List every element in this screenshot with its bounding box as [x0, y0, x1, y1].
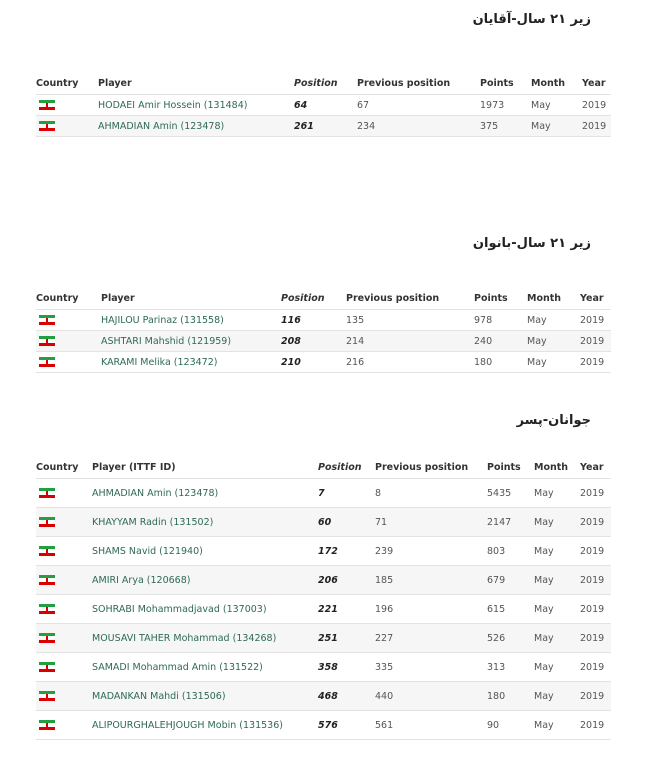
points-cell: 978	[474, 310, 527, 331]
position-cell: 7	[318, 479, 375, 508]
table-row	[36, 711, 611, 740]
year-cell: 2019	[580, 479, 611, 508]
month-cell: May	[531, 95, 582, 116]
section-title-u21-men: زیر ۲۱ سال-آقایان	[472, 12, 591, 27]
player-cell[interactable]: SAMADI Mohammad Amin (131522)	[92, 653, 318, 682]
player-header: Player	[98, 72, 294, 95]
table-row	[36, 116, 611, 137]
player-cell[interactable]: MADANKAN Mahdi (131506)	[92, 682, 318, 711]
year-cell: 2019	[582, 95, 611, 116]
points-cell: 2147	[487, 508, 534, 537]
month-cell: May	[531, 116, 582, 137]
points-cell: 615	[487, 595, 534, 624]
points-cell: 90	[487, 711, 534, 740]
country-cell	[36, 116, 98, 137]
month-cell: May	[534, 595, 580, 624]
month-header: Month	[534, 456, 580, 479]
year-cell: 2019	[580, 310, 611, 331]
year-header: Year	[582, 72, 611, 95]
position-header: Position	[294, 72, 357, 95]
previous-cell: 71	[375, 508, 487, 537]
year-header: Year	[580, 456, 611, 479]
month-cell: May	[534, 682, 580, 711]
position-cell: 210	[281, 352, 346, 373]
year-cell: 2019	[580, 566, 611, 595]
table-row	[36, 508, 611, 537]
year-header: Year	[580, 287, 611, 310]
table-row	[36, 331, 611, 352]
table-row	[36, 95, 611, 116]
points-header: Points	[480, 72, 531, 95]
player-cell[interactable]: AMIRI Arya (120668)	[92, 566, 318, 595]
position-cell: 172	[318, 537, 375, 566]
table-row	[36, 653, 611, 682]
month-cell: May	[527, 331, 580, 352]
previous-position-header: Previous position	[346, 287, 474, 310]
previous-cell: 196	[375, 595, 487, 624]
iran-flag-icon	[39, 100, 55, 111]
country-cell	[36, 711, 92, 740]
previous-cell: 135	[346, 310, 474, 331]
player-cell[interactable]: SHAMS Navid (121940)	[92, 537, 318, 566]
table-header	[36, 456, 611, 479]
player-cell[interactable]: HAJILOU Parinaz (131558)	[101, 310, 281, 331]
previous-cell: 234	[357, 116, 480, 137]
position-cell: 468	[318, 682, 375, 711]
iran-flag-icon	[39, 720, 55, 731]
month-cell: May	[534, 537, 580, 566]
country-cell	[36, 537, 92, 566]
month-cell: May	[534, 508, 580, 537]
country-cell	[36, 310, 101, 331]
month-cell: May	[534, 711, 580, 740]
previous-cell: 561	[375, 711, 487, 740]
month-cell: May	[534, 624, 580, 653]
position-cell: 116	[281, 310, 346, 331]
player-cell[interactable]: KARAMI Melika (123472)	[101, 352, 281, 373]
player-header: Player	[101, 287, 281, 310]
iran-flag-icon	[39, 575, 55, 586]
country-header: Country	[36, 456, 92, 479]
player-cell[interactable]: KHAYYAM Radin (131502)	[92, 508, 318, 537]
iran-flag-icon	[39, 604, 55, 615]
year-cell: 2019	[580, 352, 611, 373]
month-header: Month	[527, 287, 580, 310]
position-cell: 206	[318, 566, 375, 595]
ranking-table-juniors-boys	[36, 456, 611, 740]
year-cell: 2019	[580, 595, 611, 624]
table-row	[36, 352, 611, 373]
country-cell	[36, 331, 101, 352]
previous-position-header: Previous position	[357, 72, 480, 95]
player-cell[interactable]: AHMADIAN Amin (123478)	[98, 116, 294, 137]
position-cell: 221	[318, 595, 375, 624]
country-cell	[36, 479, 92, 508]
year-cell: 2019	[580, 711, 611, 740]
points-cell: 180	[487, 682, 534, 711]
previous-cell: 227	[375, 624, 487, 653]
iran-flag-icon	[39, 336, 55, 347]
previous-cell: 239	[375, 537, 487, 566]
player-cell[interactable]: ALIPOURGHALEHJOUGH Mobin (131536)	[92, 711, 318, 740]
month-header: Month	[531, 72, 582, 95]
points-cell: 313	[487, 653, 534, 682]
points-cell: 375	[480, 116, 531, 137]
ranking-table-u21-men	[36, 72, 611, 137]
month-cell: May	[527, 310, 580, 331]
year-cell: 2019	[580, 508, 611, 537]
year-cell: 2019	[580, 331, 611, 352]
previous-position-header: Previous position	[375, 456, 487, 479]
year-cell: 2019	[580, 624, 611, 653]
iran-flag-icon	[39, 633, 55, 644]
previous-cell: 335	[375, 653, 487, 682]
position-cell: 261	[294, 116, 357, 137]
position-header: Position	[281, 287, 346, 310]
position-header: Position	[318, 456, 375, 479]
year-cell: 2019	[580, 653, 611, 682]
year-cell: 2019	[582, 116, 611, 137]
previous-cell: 216	[346, 352, 474, 373]
country-cell	[36, 682, 92, 711]
player-cell[interactable]: HODAEI Amir Hossein (131484)	[98, 95, 294, 116]
month-cell: May	[527, 352, 580, 373]
previous-cell: 67	[357, 95, 480, 116]
position-cell: 64	[294, 95, 357, 116]
previous-cell: 214	[346, 331, 474, 352]
points-cell: 526	[487, 624, 534, 653]
month-cell: May	[534, 566, 580, 595]
country-cell	[36, 624, 92, 653]
iran-flag-icon	[39, 121, 55, 132]
points-header: Points	[474, 287, 527, 310]
table-row	[36, 537, 611, 566]
country-cell	[36, 595, 92, 624]
country-cell	[36, 653, 92, 682]
position-cell: 60	[318, 508, 375, 537]
country-header: Country	[36, 72, 98, 95]
points-cell: 240	[474, 331, 527, 352]
year-cell: 2019	[580, 682, 611, 711]
player-cell[interactable]: ASHTARI Mahshid (121959)	[101, 331, 281, 352]
previous-cell: 185	[375, 566, 487, 595]
points-cell: 180	[474, 352, 527, 373]
section-title-juniors-boys: جوانان-پسر	[516, 413, 591, 428]
table-row	[36, 595, 611, 624]
position-cell: 251	[318, 624, 375, 653]
month-cell: May	[534, 479, 580, 508]
player-cell[interactable]: SOHRABI Mohammadjavad (137003)	[92, 595, 318, 624]
player-header: Player (ITTF ID)	[92, 456, 318, 479]
country-cell	[36, 352, 101, 373]
position-cell: 576	[318, 711, 375, 740]
table-row	[36, 624, 611, 653]
year-cell: 2019	[580, 537, 611, 566]
country-cell	[36, 95, 98, 116]
iran-flag-icon	[39, 517, 55, 528]
player-cell[interactable]: MOUSAVI TAHER Mohammad (134268)	[92, 624, 318, 653]
iran-flag-icon	[39, 662, 55, 673]
points-cell: 5435	[487, 479, 534, 508]
country-cell	[36, 508, 92, 537]
iran-flag-icon	[39, 357, 55, 368]
section-title-u21-women: زیر ۲۱ سال-بانوان	[472, 236, 591, 251]
previous-cell: 8	[375, 479, 487, 508]
table-header	[36, 72, 611, 95]
points-header: Points	[487, 456, 534, 479]
table-row	[36, 479, 611, 508]
points-cell: 803	[487, 537, 534, 566]
country-header: Country	[36, 287, 101, 310]
month-cell: May	[534, 653, 580, 682]
iran-flag-icon	[39, 546, 55, 557]
table-row	[36, 682, 611, 711]
ranking-table-u21-women	[36, 287, 611, 373]
country-cell	[36, 566, 92, 595]
player-cell[interactable]: AHMADIAN Amin (123478)	[92, 479, 318, 508]
table-header	[36, 287, 611, 310]
position-cell: 358	[318, 653, 375, 682]
table-row	[36, 566, 611, 595]
position-cell: 208	[281, 331, 346, 352]
points-cell: 679	[487, 566, 534, 595]
points-cell: 1973	[480, 95, 531, 116]
table-row	[36, 310, 611, 331]
iran-flag-icon	[39, 315, 55, 326]
previous-cell: 440	[375, 682, 487, 711]
iran-flag-icon	[39, 488, 55, 499]
iran-flag-icon	[39, 691, 55, 702]
